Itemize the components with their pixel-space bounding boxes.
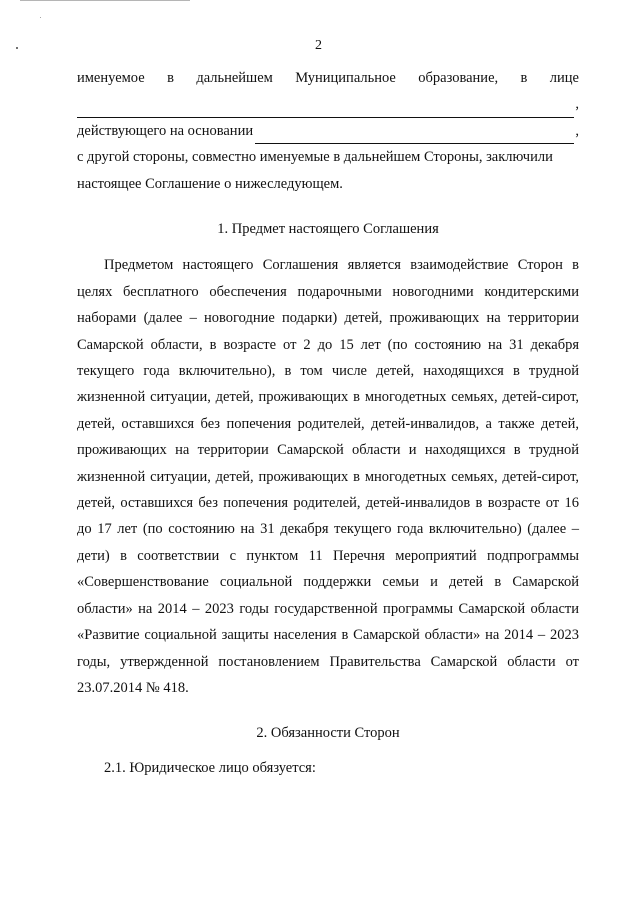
punctuation: ,: [575, 122, 579, 139]
word: в: [520, 70, 528, 86]
word: именуемое: [77, 70, 145, 86]
scan-artifact-dot: [40, 17, 41, 18]
intro-closing-text: с другой стороны, совместно именуемые в дальнейшем Стороны, заключили настоящее Соглашение о нижеследующем.: [77, 149, 553, 192]
page-number: 2: [315, 38, 322, 53]
item-2-1: 2.1. Юридическое лицо обязуется:: [104, 759, 316, 776]
section-1-heading: 1. Предмет настоящего Соглашения: [217, 221, 439, 237]
word: образование,: [418, 70, 499, 86]
word: дальнейшем: [196, 70, 273, 86]
scan-artifact-line: [20, 0, 190, 1]
blank-field-basis: [255, 124, 574, 144]
section-1-paragraph: Предметом настоящего Соглашения является взаимодействие Сторон в целях бесплатного обеспечения подарочными новогодними кондитерскими наборами (далее – новогодние подарки) детей, проживающих на территории Самарской области, в возрасте от 2 до 15 лет (по состоянию на 31 декабря текущего года включительно), в том числе детей, находящихся в трудной жизненной ситуации, детей, проживающих в многодетных семьях, детей-сирот, детей, оставшихся без попечения родителей, детей-инвалидов, а также детей, проживающих на территории Самарской области и находящихся в трудной жизненной ситуации, детей, проживающих в многодетных семьях, детей-сирот, детей, оставшихся без попечения родителей, детей-инвалидов в возрасте от 16 до 17 лет (по состоянию на 31 декабря текущего года включительно) (далее – дети) в соответствии с пунктом 11 Перечня мероприятий подпрограммы «Совершенствование социальной поддержки семьи и детей в Самарской области» на 2014 – 2023 годы государственной программы Самарской области «Развитие социальной защиты населения в Самарской области» на 2014 – 2023 годы, утвержденной постановлением Правительства Самарской области от 23.07.2014 № 418.: [77, 257, 579, 696]
word: лице: [549, 70, 579, 86]
basis-label: действующего на основании: [77, 122, 254, 139]
word: Муниципальное: [295, 70, 396, 86]
document-body: [77, 65, 579, 781]
blank-field-representative: [77, 98, 574, 118]
section-2-heading: 2. Обязанности Сторон: [256, 725, 400, 742]
word: в: [167, 70, 174, 86]
punctuation: ,: [575, 96, 579, 113]
intro-line-3: [77, 118, 579, 144]
intro-line-1: [77, 65, 579, 91]
intro-line-2: [77, 91, 579, 117]
